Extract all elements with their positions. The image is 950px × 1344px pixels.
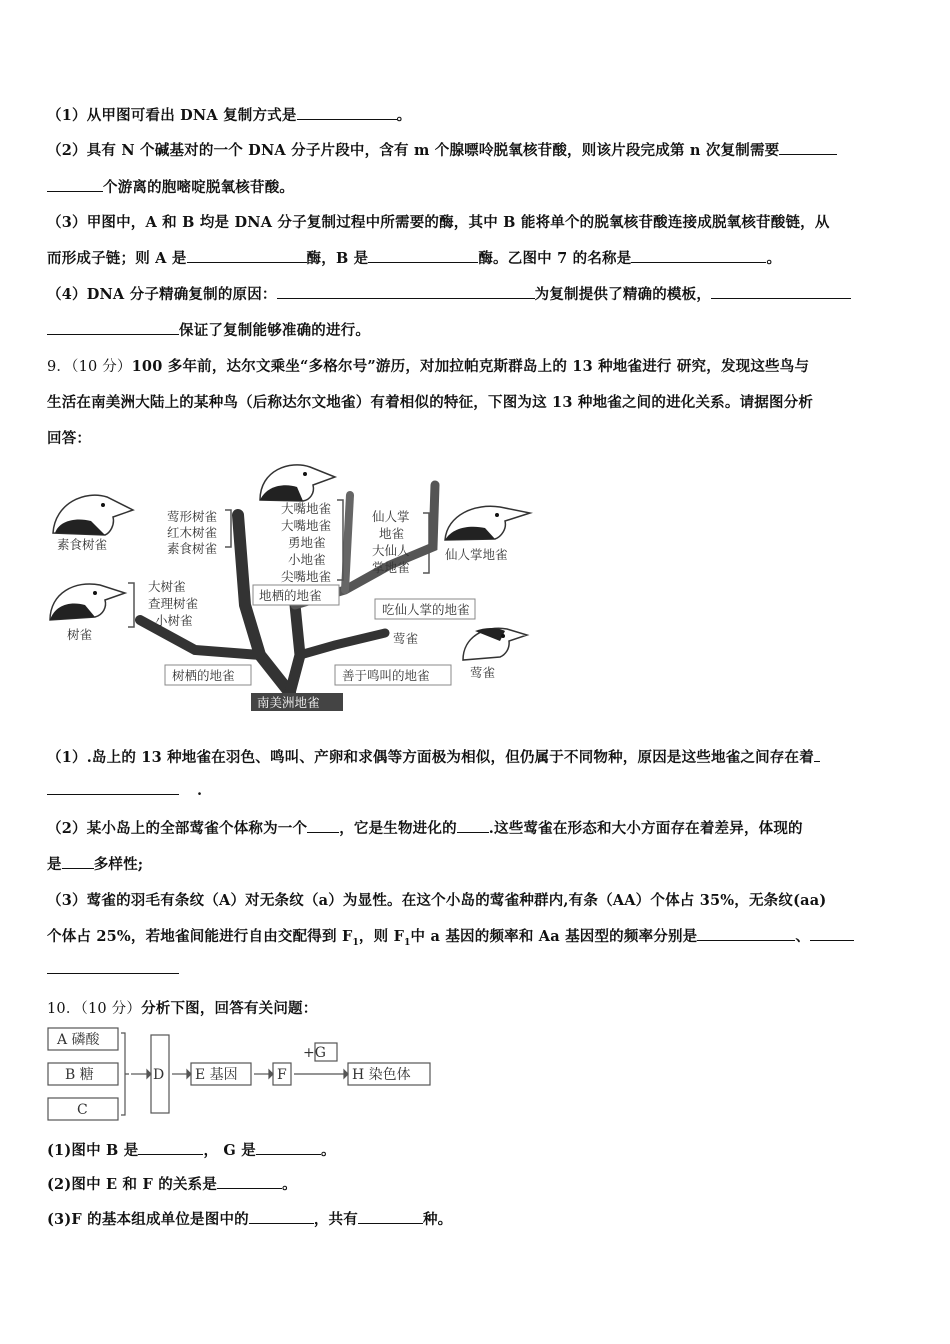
- q9-part2: [47, 817, 803, 838]
- answer-blank[interactable]: [62, 856, 94, 869]
- box-f: F: [277, 1067, 287, 1083]
- bird-head-icon: [53, 495, 133, 535]
- q8-part3-text: （3）甲图中，A 和 B 均是 DNA 分子复制过程中所需要的酶，其中 B 能将单个的脱氧核苷酸连接成脱氧核苷酸链，从: [47, 214, 830, 231]
- q9-part2-text-b: ，它是生物进化的: [339, 820, 457, 837]
- q8-part3-text-d: 。: [766, 250, 782, 267]
- answer-blank[interactable]: [47, 179, 103, 192]
- cactus-group-label-3: 大仙人: [372, 543, 410, 558]
- ground-group-label-1: 大嘴地雀: [281, 501, 332, 516]
- q9-part1-cont: [47, 782, 202, 799]
- cactus-group-label-1: 仙人掌: [372, 509, 410, 524]
- bird-cactus-caption: 仙人掌地雀: [445, 547, 508, 562]
- q8-part3-text-b: 酶，B 是: [306, 250, 369, 267]
- q10-part3-text-a: (3)F 的基本组成单位是图中的: [47, 1211, 249, 1228]
- q9-stem-text-2: 生活在南美洲大陆上的某种鸟（后称达尔文地雀）有着相似的特征，下图为这 13 种地雀之间的进化关系。请据图分析: [47, 394, 814, 411]
- q10-part2-text-a: (2)图中 E 和 F 的关系是: [47, 1176, 218, 1193]
- answer-blank[interactable]: [368, 250, 478, 263]
- subscript-1: 1: [352, 937, 359, 948]
- q10-part1-text-c: 。: [320, 1142, 336, 1159]
- answer-blank[interactable]: [249, 1211, 314, 1224]
- q9-part3-text-c: 中 a 基因的频率和 Aa 基因型的频率分别是: [410, 928, 698, 945]
- q9-stem-line2: [47, 391, 813, 412]
- ground-group-label-4: 小地雀: [288, 552, 326, 567]
- tree-finch-box: 树栖的地雀: [172, 668, 235, 683]
- box-e: E 基因: [195, 1067, 238, 1083]
- q10-stem-text: 分析下图，回答有关问题：: [141, 1000, 318, 1017]
- answer-blank[interactable]: [277, 286, 535, 299]
- q9-part1: [47, 746, 820, 767]
- q9-part2-cont: [47, 853, 143, 874]
- q9-part3-text: （3）莺雀的羽毛有条纹（A）对无条纹（a）为显性。在这个小岛的莺雀种群内,有条（AA）个体占 35%，无条纹(aa): [47, 892, 827, 909]
- q10-part1-text-a: (1)图中 B 是: [47, 1142, 139, 1159]
- veg-group-label-3: 素食树雀: [167, 541, 218, 556]
- q10-part1: [47, 1139, 336, 1160]
- cactus-group-label-4: 掌地雀: [372, 560, 410, 575]
- answer-blank[interactable]: [297, 107, 397, 120]
- bird-tree-caption: 树雀: [67, 627, 93, 642]
- q8-part4-cont-text: 保证了复制能够准确的进行。: [179, 322, 371, 339]
- tree-group-label-2: 查理树雀: [148, 596, 199, 611]
- q8-part3-cont: [47, 247, 781, 268]
- cactus-group-label-2: 地雀: [379, 526, 405, 541]
- answer-blank[interactable]: [358, 1211, 423, 1224]
- q9-part3-cont: [47, 925, 854, 948]
- answer-blank[interactable]: [457, 820, 489, 833]
- bird-warbler-caption: 莺雀: [470, 665, 496, 680]
- box-h: H 染色体: [352, 1067, 411, 1083]
- ground-finch-box: 地栖的地雀: [259, 588, 322, 603]
- ground-group-label-2: 大嘴地雀: [281, 518, 332, 533]
- q10-number: 10．（10 分）: [47, 1001, 142, 1017]
- q9-stem-line1: [47, 355, 809, 376]
- q8-part2-cont-text: 个游离的胞嘧啶脱氧核苷酸。: [103, 179, 295, 196]
- box-a: A 磷酸: [57, 1032, 100, 1048]
- singing-finch-box: 善于鸣叫的地雀: [342, 668, 430, 683]
- bird-head-icon: [260, 465, 335, 501]
- q10-part2: [47, 1173, 297, 1194]
- ground-group-label-3: 勇地雀: [288, 535, 326, 550]
- q8-part1-end: 。: [396, 107, 412, 124]
- q9-stem-line3: [47, 427, 91, 448]
- q9-part1-text: （1）.岛上的 13 种地雀在羽色、鸣叫、产卵和求偶等方面极为相似，但仍属于不同物种，原因是这些地雀之间存在着: [47, 749, 814, 766]
- finch-evolution-diagram: [45, 455, 535, 720]
- q8-part2: [47, 139, 837, 160]
- q9-part1-end: .: [197, 782, 203, 799]
- q9-number: 9．（10 分）: [47, 359, 132, 375]
- answer-blank[interactable]: [256, 1142, 321, 1155]
- answer-blank[interactable]: [779, 142, 837, 155]
- q8-part4-text-b: 为复制提供了精确的模板，: [534, 286, 712, 303]
- q8-part1-text: （1）从甲图可看出 DNA 复制方式是: [47, 107, 297, 124]
- gene-structure-diagram: [45, 1025, 435, 1125]
- veg-group-label-2: 红木树雀: [167, 525, 218, 540]
- q9-stem-text: 100 多年前，达尔文乘坐“多格尔号”游历，对加拉帕克斯群岛上的 13 种地雀进行 研究，发现这些鸟与: [131, 358, 810, 375]
- answer-blank[interactable]: [138, 1142, 203, 1155]
- box-b: B 糖: [65, 1067, 94, 1083]
- q9-part2-text-c: .这些莺雀在形态和大小方面存在着差异，体现的: [488, 820, 803, 837]
- q10-stem: [47, 997, 317, 1018]
- answer-blank[interactable]: [217, 1176, 282, 1189]
- veg-group-label-1: 莺形树雀: [167, 509, 218, 524]
- bird-veg-caption: 素食树雀: [57, 537, 108, 552]
- bird-head-icon: [445, 506, 530, 540]
- q8-part3: [47, 211, 830, 232]
- box-c: C: [77, 1102, 88, 1118]
- south-america-finch-box: 南美洲地雀: [257, 695, 320, 710]
- answer-blank[interactable]: [47, 961, 179, 974]
- answer-blank[interactable]: [47, 322, 179, 335]
- bird-head-icon: [463, 628, 527, 660]
- answer-blank[interactable]: [711, 286, 851, 299]
- warbler-branch-label: 莺雀: [393, 631, 419, 646]
- box-g: +G: [303, 1045, 326, 1061]
- q9-stem-text-3: 回答：: [47, 430, 92, 447]
- tree-group-label-1: 大树雀: [148, 579, 186, 594]
- q8-part2-text: （2）具有 N 个碱基对的一个 DNA 分子片段中，含有 m 个腺嘌呤脱氧核苷酸，则该片段完成第 n 次复制需要: [47, 142, 780, 159]
- cactus-finch-box: 吃仙人掌的地雀: [382, 602, 470, 617]
- answer-blank[interactable]: [307, 820, 339, 833]
- answer-blank[interactable]: [810, 928, 854, 941]
- q8-part4-text-a: （4）DNA 分子精确复制的原因：: [47, 286, 277, 303]
- q9-part3-cont2: [47, 961, 179, 978]
- tree-group-label-3: 小树雀: [155, 613, 193, 628]
- bird-head-icon: [50, 584, 125, 620]
- answer-blank[interactable]: [814, 749, 820, 762]
- q9-part2-text-a: （2）某小岛上的全部莺雀个体称为一个: [47, 820, 308, 837]
- q10-part3: [47, 1208, 452, 1229]
- q9-part3-text-d: 、: [795, 928, 811, 945]
- q10-part3-text-c: 种。: [422, 1211, 453, 1228]
- q8-part2-cont: [47, 176, 294, 197]
- ground-group-label-5: 尖嘴地雀: [281, 569, 332, 584]
- subscript-1: 1: [404, 937, 411, 948]
- q9-part2-cont-text-a: 是: [47, 856, 62, 873]
- q8-part4-cont: [47, 319, 370, 340]
- q10-part3-text-b: ，共有: [313, 1211, 358, 1228]
- q9-part3-text-a: 个体占 25%，若地雀间能进行自由交配得到 F: [47, 928, 353, 945]
- answer-blank[interactable]: [697, 928, 795, 941]
- q9-part3-text-b: ，则 F: [358, 928, 405, 945]
- q10-part1-text-b: ， G 是: [203, 1142, 256, 1159]
- q8-part3-text-a: 而形成子链；则 A 是: [47, 250, 187, 267]
- q8-part1: [47, 104, 411, 125]
- answer-blank[interactable]: [187, 250, 307, 263]
- answer-blank[interactable]: [631, 250, 766, 263]
- q9-part2-cont-text-b: 多样性;: [93, 856, 144, 873]
- box-d: D: [153, 1067, 165, 1083]
- q9-part3: [47, 889, 826, 910]
- q10-part2-text-b: 。: [282, 1176, 297, 1193]
- answer-blank[interactable]: [47, 782, 179, 795]
- q8-part3-text-c: 酶。乙图中 7 的名称是: [478, 250, 632, 267]
- q8-part4: [47, 283, 851, 304]
